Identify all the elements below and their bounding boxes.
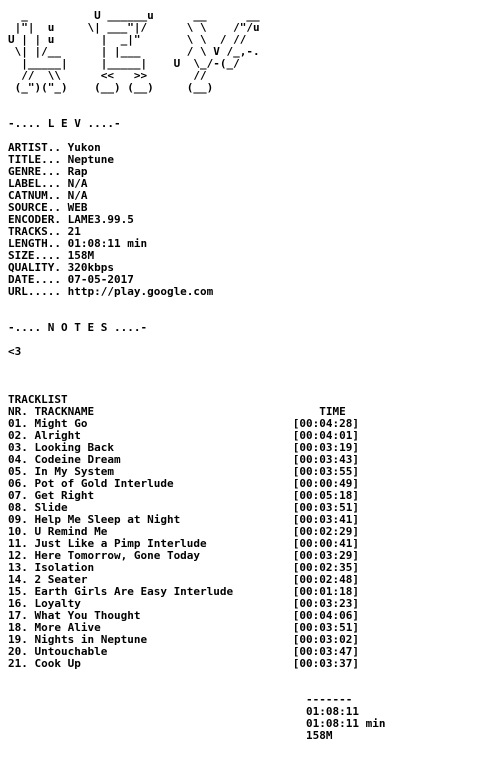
track-row: 15. Earth Girls Are Easy Interlude [00:01:18]: [8, 585, 359, 598]
notes-text: <3: [8, 345, 22, 358]
track-row: 19. Nights in Neptune [00:03:02]: [8, 633, 359, 646]
info-title: TITLE... Neptune: [8, 153, 114, 166]
tracklist-title: TRACKLIST: [8, 393, 68, 406]
track-row: 11. Just Like a Pimp Interlude [00:00:41]: [8, 537, 359, 550]
track-row: 03. Looking Back [00:03:19]: [8, 441, 359, 454]
info-quality: QUALITY. 320kbps: [8, 261, 114, 274]
track-row: 06. Pot of Gold Interlude [00:00:49]: [8, 477, 359, 490]
blank-line: [8, 298, 386, 310]
blank-line: [8, 94, 386, 106]
info-size: SIZE.... 158M: [8, 249, 95, 262]
section-header-notes: -.... N O T E S ....-: [8, 321, 148, 334]
banner-line: _ U ______u __ __: [8, 9, 267, 22]
banner-line: U | | u | _|" \ \ / //: [8, 33, 260, 46]
summary-divider: -------: [8, 693, 353, 706]
summary-total-length: 01:08:11 min: [8, 717, 386, 730]
info-encoder: ENCODER. LAME3.99.5: [8, 213, 134, 226]
track-row: 17. What You Thought [00:04:06]: [8, 609, 359, 622]
summary-total-time: 01:08:11: [8, 705, 359, 718]
track-row: 21. Cook Up [00:03:37]: [8, 657, 359, 670]
section-header-lev: -.... L E V ....-: [8, 117, 121, 130]
track-row: 16. Loyalty [00:03:23]: [8, 597, 359, 610]
banner-line: // \\ << >> //: [8, 69, 260, 82]
summary-total-size: 158M: [8, 729, 333, 742]
info-source: SOURCE.. WEB: [8, 201, 88, 214]
info-catnum: CATNUM.. N/A: [8, 189, 88, 202]
blank-line: [8, 358, 386, 370]
info-length: LENGTH.. 01:08:11 min: [8, 237, 148, 250]
blank-line: [8, 670, 386, 682]
banner-line: \| |/__ | |___ / \ V /_,-.: [8, 45, 267, 58]
info-label: LABEL... N/A: [8, 177, 88, 190]
blank-line: [8, 334, 386, 346]
banner-line: (_")("_) (__) (__) (__): [8, 81, 260, 94]
blank-line: [8, 370, 386, 382]
info-tracks: TRACKS.. 21: [8, 225, 81, 238]
tracklist-column-header: NR. TRACKNAME TIME: [8, 405, 346, 418]
track-row: 14. 2 Seater [00:02:48]: [8, 573, 359, 586]
info-date: DATE.... 07-05-2017: [8, 273, 134, 286]
track-row: 05. In My System [00:03:55]: [8, 465, 359, 478]
track-row: 04. Codeine Dream [00:03:43]: [8, 453, 359, 466]
banner-line: |"| u \| ___"|/ \ \ /"/u: [8, 21, 260, 34]
banner-line: |_____| |_____| U \_/-(_/: [8, 57, 260, 70]
track-row: 09. Help Me Sleep at Night [00:03:41]: [8, 513, 359, 526]
track-row: 18. More Alive [00:03:51]: [8, 621, 359, 634]
info-url: URL..... http://play.google.com: [8, 285, 214, 298]
nfo-document: [8, 10, 386, 742]
info-artist: ARTIST.. Yukon: [8, 141, 101, 154]
track-row: 13. Isolation [00:02:35]: [8, 561, 359, 574]
track-row: 12. Here Tomorrow, Gone Today [00:03:29]: [8, 549, 359, 562]
info-genre: GENRE... Rap: [8, 165, 88, 178]
track-row: 02. Alright [00:04:01]: [8, 429, 359, 442]
track-row: 20. Untouchable [00:03:47]: [8, 645, 359, 658]
track-row: 08. Slide [00:03:51]: [8, 501, 359, 514]
track-row: 07. Get Right [00:05:18]: [8, 489, 359, 502]
track-row: 01. Might Go [00:04:28]: [8, 417, 359, 430]
track-row: 10. U Remind Me [00:02:29]: [8, 525, 359, 538]
